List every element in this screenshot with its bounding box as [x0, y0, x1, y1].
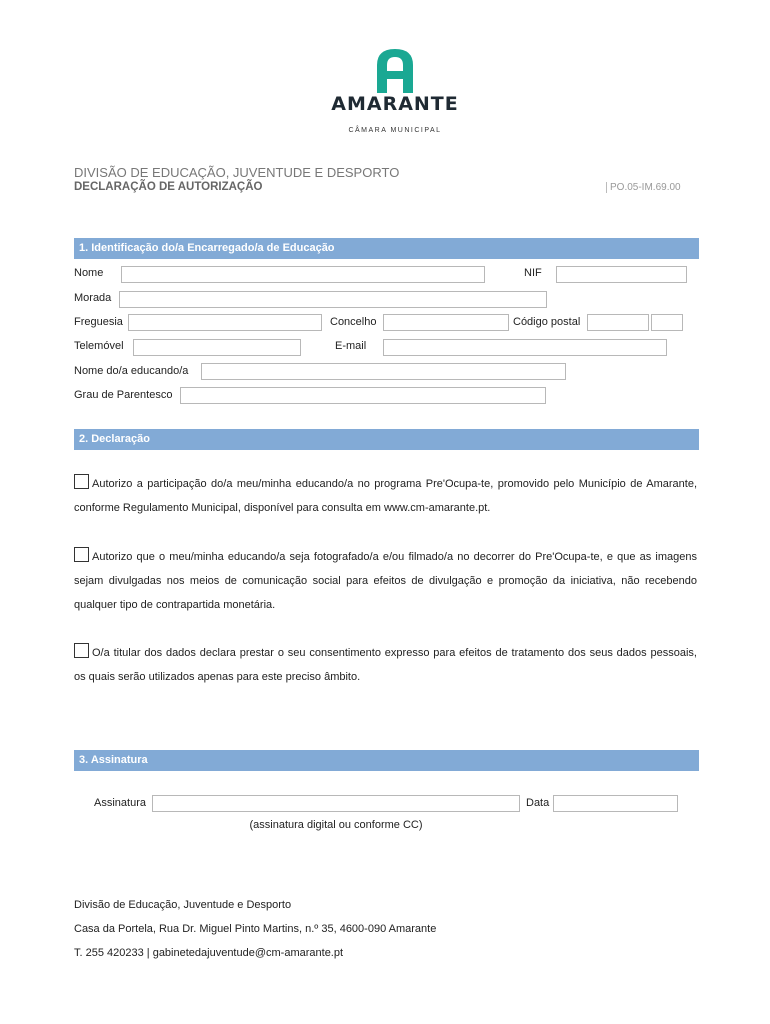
- footer-address: Casa da Portela, Rua Dr. Miguel Pinto Martins, n.º 35, 4600-090 Amarante: [74, 923, 437, 935]
- declaration-item-3-text: O/a titular dos dados declara prestar o seu consentimento expresso para efeitos de tratamento dos seus dados pessoais, os quais serão utilizados apenas para este preciso âmbito.: [74, 647, 697, 683]
- amarante-logo-mark: [372, 47, 418, 93]
- nif-field[interactable]: [556, 266, 687, 283]
- nome-educando-label: Nome do/a educando/a: [74, 365, 189, 377]
- concelho-label: Concelho: [330, 316, 377, 328]
- email-label: E-mail: [335, 340, 367, 352]
- declaration-item-3: [74, 641, 697, 689]
- declaration-item-1: [74, 472, 697, 520]
- declaration-item-2: [74, 545, 697, 617]
- signature-note: (assinatura digital ou conforme CC): [249, 819, 423, 831]
- participation-checkbox[interactable]: [74, 474, 89, 489]
- data-consent-checkbox[interactable]: [74, 643, 89, 658]
- nome-field[interactable]: [121, 266, 485, 283]
- grau-parentesco-field[interactable]: [180, 387, 546, 404]
- nome-label: Nome: [74, 267, 104, 279]
- section-1-header: 1. Identificação do/a Encarregado/a de Educação: [74, 238, 699, 259]
- logo-name: AMARANTE: [331, 93, 459, 115]
- grau-parentesco-label: Grau de Parentesco: [74, 389, 173, 401]
- declaration-item-2-text: Autorizo que o meu/minha educando/a seja fotografado/a e/ou filmado/a no decorrer do Pre'Ocupa-te, e que as imagens sejam divulgadas nos meios de comunicação social para efeitos de divulgação e promoção da iniciativa, não recebendo qualquer tipo de contrapartida monetária.: [74, 551, 697, 611]
- footer-division: Divisão de Educação, Juventude e Desporto: [74, 899, 292, 911]
- document-code: PO.05-IM.69.00: [606, 182, 681, 193]
- email-field[interactable]: [383, 339, 667, 356]
- nif-label: NIF: [524, 267, 542, 279]
- footer-contact: T. 255 420233 | gabinetedajuventude@cm-amarante.pt: [74, 947, 344, 959]
- assinatura-field[interactable]: [152, 795, 520, 812]
- assinatura-label: Assinatura: [94, 797, 146, 809]
- document-title: DECLARAÇÃO DE AUTORIZAÇÃO: [74, 181, 263, 193]
- declaration-item-1-text: Autorizo a participação do/a meu/minha educando/a no programa Pre'Ocupa-te, promovido pelo Município de Amarante, conforme Regulamento Municipal, disponível para consulta em www.cm-amarante.pt.: [74, 478, 697, 514]
- morada-field[interactable]: [119, 291, 547, 308]
- codigo-postal-field-2[interactable]: [651, 314, 683, 331]
- freguesia-label: Freguesia: [74, 316, 123, 328]
- division-title: DIVISÃO DE EDUCAÇÃO, JUVENTUDE E DESPORTO: [74, 165, 400, 180]
- telemovel-field[interactable]: [133, 339, 301, 356]
- data-label: Data: [526, 797, 550, 809]
- section-2-header: 2. Declaração: [74, 429, 699, 450]
- codigo-postal-field-1[interactable]: [587, 314, 649, 331]
- concelho-field[interactable]: [383, 314, 509, 331]
- morada-label: Morada: [74, 292, 112, 304]
- telemovel-label: Telemóvel: [74, 340, 124, 352]
- nome-educando-field[interactable]: [201, 363, 566, 380]
- logo-subtitle: CÂMARA MUNICIPAL: [348, 127, 442, 134]
- freguesia-field[interactable]: [128, 314, 322, 331]
- section-3-header: 3. Assinatura: [74, 750, 699, 771]
- codigo-postal-label: Código postal: [513, 316, 581, 328]
- image-consent-checkbox[interactable]: [74, 547, 89, 562]
- data-field[interactable]: [553, 795, 678, 812]
